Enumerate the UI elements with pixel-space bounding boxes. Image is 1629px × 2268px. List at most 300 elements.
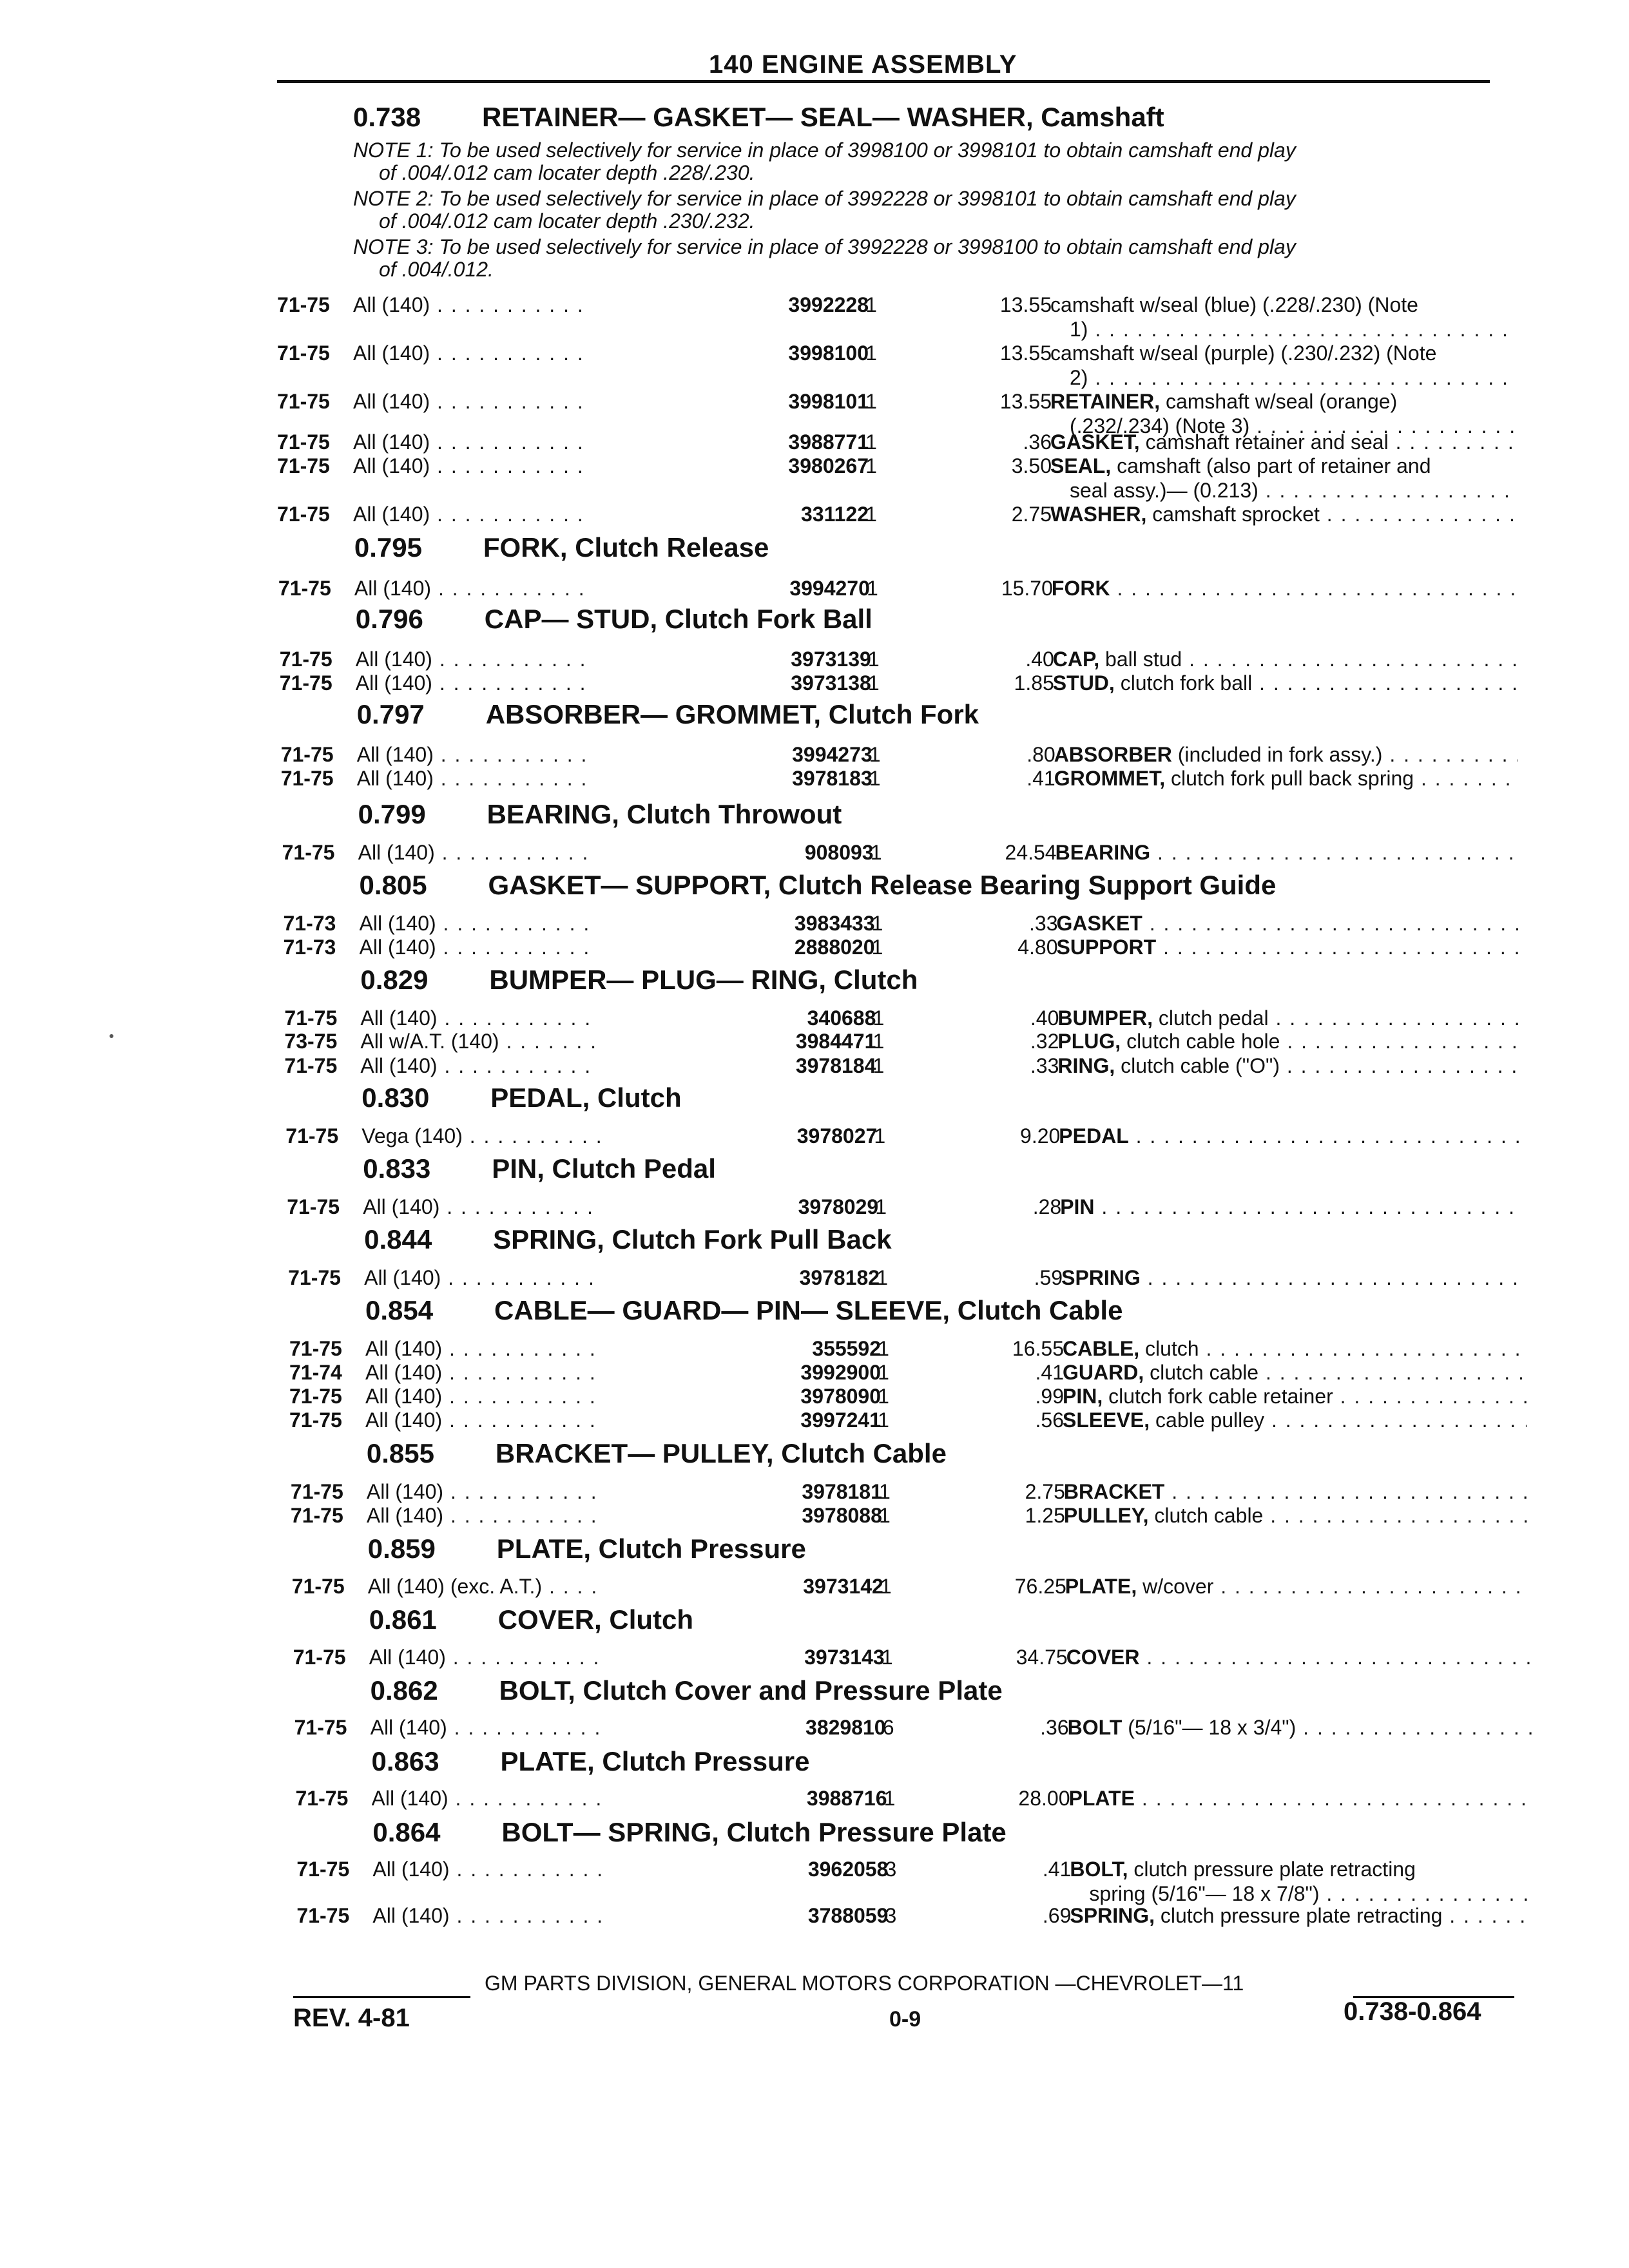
part-number: 3978029 (798, 1195, 879, 1218)
quantity: 1 (878, 1504, 891, 1527)
description-text: camshaft w/seal (purple) (.230/.232) (Note (1050, 341, 1437, 365)
list-price: 4.80 (1017, 936, 1058, 959)
model-years: 71-75 (285, 1124, 339, 1148)
group-number: 0.862 (370, 1675, 438, 1706)
description-keyword: SPRING (1061, 1266, 1141, 1289)
quantity: 1 (872, 1054, 885, 1077)
part-row (289, 1337, 1514, 1363)
group-title-text: BOLT— SPRING, Clutch Pressure Plate (501, 1817, 1007, 1847)
model-application: All (140) . . . (372, 1787, 610, 1811)
description-keyword: SEAL, (1050, 454, 1112, 477)
list-price: .40 (1030, 1006, 1059, 1030)
part-number: 3983433 (794, 912, 875, 935)
footer-group-range: 0.738-0.864 (1344, 1997, 1481, 2026)
group-title-text: SPRING, Clutch Fork Pull Back (493, 1224, 892, 1254)
part-description (1054, 743, 1518, 767)
footer-rule-left (293, 1996, 470, 1998)
description-keyword: CAP, (1052, 648, 1100, 671)
group-number: 0.797 (356, 699, 425, 729)
list-price: .99 (1035, 1385, 1064, 1408)
model-application: All (140) . . . (353, 293, 592, 317)
quantity: 1 (865, 390, 877, 413)
part-description (1057, 1030, 1521, 1053)
description-text: camshaft w/seal (blue) (.228/.230) (Note (1050, 293, 1418, 316)
part-number: 3998101 (788, 390, 869, 413)
description-text: camshaft w/seal (orange) (1160, 390, 1398, 413)
description-keyword: BEARING (1055, 841, 1151, 864)
group-heading (354, 532, 769, 563)
list-price: .36 (1023, 430, 1052, 454)
group-heading (371, 1675, 1003, 1706)
description-continuation: (.232/.234) (Note 3) . . . (1070, 414, 1514, 438)
model-years: 71-73 (283, 912, 336, 935)
quantity: 1 (878, 1337, 889, 1360)
quantity: 1 (865, 430, 877, 454)
model-years: 71-75 (282, 841, 335, 864)
quantity: 1 (875, 1195, 887, 1218)
list-price: .41 (1035, 1361, 1064, 1384)
part-number: 3994273 (792, 743, 872, 766)
page-header-title: 140 ENGINE ASSEMBLY (709, 50, 1017, 79)
group-heading (353, 102, 1164, 133)
service-note-line: NOTE 1: To be used selectively for service in place of 3998100 or 3998101 to obtain camshaft end play (353, 139, 1296, 162)
description-keyword: BRACKET (1063, 1480, 1165, 1503)
description-keyword: PIN (1060, 1195, 1095, 1218)
model-years: 71-75 (277, 503, 330, 526)
model-years: 71-75 (277, 390, 330, 413)
stray-mark (110, 1034, 113, 1038)
part-number: 3978184 (795, 1054, 876, 1077)
list-price: .36 (1040, 1716, 1069, 1739)
part-description (1064, 1504, 1528, 1528)
part-number: 3984471 (795, 1030, 876, 1053)
group-heading (360, 965, 918, 995)
model-years: 71-75 (293, 1646, 346, 1669)
service-note-line: of .004/.012 cam locater depth .228/.230. (379, 161, 755, 184)
group-title-text: BOLT, Clutch Cover and Pressure Plate (499, 1675, 1003, 1706)
description-text: ball stud (1099, 648, 1182, 671)
part-description (1061, 1266, 1525, 1290)
description-continuation: 2) . . . (1070, 366, 1514, 390)
quantity: 1 (881, 1646, 893, 1669)
model-years: 71-75 (279, 671, 333, 695)
part-description (1070, 1904, 1534, 1928)
model-application: All (140) . . . (357, 767, 595, 791)
group-heading (372, 1746, 810, 1777)
model-application: All (140) . . . (367, 1504, 605, 1528)
list-price: 76.25 (1014, 1575, 1066, 1598)
part-number: 340688 (807, 1006, 876, 1030)
group-title-text: BUMPER— PLUG— RING, Clutch (489, 965, 918, 995)
part-row (284, 936, 1508, 961)
part-description (1050, 293, 1514, 317)
model-years: 71-73 (283, 936, 336, 959)
list-price: 1.85 (1014, 671, 1054, 695)
group-title-text: BEARING, Clutch Throwout (487, 799, 842, 829)
description-keyword: GASKET (1056, 912, 1142, 935)
group-number: 0.796 (355, 604, 423, 634)
part-row (284, 1006, 1509, 1032)
group-number: 0.830 (361, 1082, 430, 1113)
group-heading (360, 870, 1277, 901)
description-text: clutch fork cable retainer (1103, 1385, 1333, 1408)
part-description (1057, 1006, 1521, 1030)
part-row (296, 1787, 1520, 1812)
part-description (1063, 1408, 1527, 1432)
part-description (1053, 671, 1517, 695)
quantity: 1 (878, 1408, 889, 1432)
model-application: All (140) . . . (371, 1716, 609, 1740)
part-number: 3978027 (796, 1124, 878, 1148)
model-years: 71-75 (290, 1504, 343, 1527)
part-number: 3973139 (791, 648, 871, 671)
model-application: All (140) . . . (357, 743, 595, 767)
part-description (1066, 1646, 1530, 1669)
description-continuation: 1) . . . (1070, 318, 1514, 341)
quantity: 1 (871, 912, 883, 935)
model-application: All (140) . . . (363, 1195, 601, 1219)
list-price: 13.55 (999, 293, 1052, 316)
part-number: 3829810 (805, 1716, 886, 1739)
description-text: camshaft retainer and seal (1139, 430, 1389, 454)
quantity: 1 (865, 293, 877, 316)
group-heading (368, 1533, 806, 1564)
model-years: 73-75 (284, 1030, 338, 1053)
list-price: .41 (1042, 1858, 1072, 1881)
model-application: All (140) . . . (360, 936, 598, 959)
model-years: 71-75 (291, 1575, 345, 1598)
group-title-text: CAP— STUD, Clutch Fork Ball (484, 604, 872, 634)
list-price: .33 (1029, 912, 1058, 935)
description-text: clutch cable hole (1121, 1030, 1280, 1053)
model-years: 71-75 (296, 1858, 350, 1881)
part-description (1050, 341, 1514, 365)
list-price: .69 (1042, 1904, 1072, 1927)
part-row (294, 1716, 1519, 1742)
quantity: 1 (883, 1787, 896, 1810)
part-number: 3978090 (800, 1385, 881, 1408)
description-keyword: RING, (1057, 1054, 1115, 1077)
description-text: clutch pressure plate retracting (1128, 1858, 1416, 1881)
group-number: 0.861 (369, 1604, 437, 1635)
footer-revision: REV. 4-81 (293, 2004, 410, 2032)
group-number: 0.854 (365, 1295, 434, 1325)
group-number: 0.795 (354, 532, 422, 562)
model-application: All (140) . . . (353, 390, 592, 414)
part-row (277, 454, 1501, 502)
part-number: 3988716 (806, 1787, 887, 1810)
list-price: 2.75 (1011, 503, 1052, 526)
part-description (1063, 1385, 1527, 1408)
list-price: .80 (1027, 743, 1055, 766)
header-rule (277, 80, 1490, 83)
description-keyword: BOLT (1067, 1716, 1123, 1739)
part-row (289, 1385, 1514, 1410)
quantity: 1 (880, 1575, 892, 1598)
description-keyword: PIN, (1063, 1385, 1103, 1408)
description-text: camshaft (also part of retainer and (1111, 454, 1431, 477)
group-number: 0.864 (372, 1817, 441, 1847)
part-description (1065, 1575, 1529, 1599)
group-number: 0.844 (364, 1224, 432, 1254)
model-application: All (140) . . . (356, 648, 594, 671)
model-years: 71-75 (277, 341, 330, 365)
description-keyword: SPRING, (1070, 1904, 1155, 1927)
part-number: 908093 (804, 841, 874, 864)
group-number: 0.738 (353, 102, 421, 132)
part-number: 3978182 (799, 1266, 880, 1289)
quantity: 3 (885, 1858, 897, 1881)
model-application: All (140) . . . (358, 841, 597, 865)
model-years: 71-75 (296, 1904, 350, 1927)
list-price: 34.75 (1016, 1646, 1068, 1669)
description-text: camshaft sprocket (1146, 503, 1320, 526)
part-description (1059, 1124, 1523, 1148)
group-heading (356, 604, 872, 635)
quantity: 1 (867, 671, 880, 695)
part-row (289, 1361, 1514, 1387)
description-keyword: RETAINER, (1050, 390, 1161, 413)
part-description (1063, 1337, 1527, 1361)
part-description (1069, 1787, 1533, 1811)
description-text: clutch (1139, 1337, 1199, 1360)
description-text: clutch pedal (1152, 1006, 1269, 1030)
quantity: 1 (869, 743, 881, 766)
part-row (288, 1266, 1512, 1292)
quantity: 1 (866, 577, 878, 600)
part-row (281, 743, 1505, 769)
list-price: .40 (1025, 648, 1054, 671)
list-price: 1.25 (1025, 1504, 1065, 1527)
part-number: 3962058 (807, 1858, 889, 1881)
part-description (1070, 1858, 1534, 1881)
part-description (1050, 430, 1514, 454)
quantity: 1 (867, 648, 880, 671)
quantity: 1 (872, 1030, 885, 1053)
description-text: clutch cable (1148, 1504, 1264, 1527)
description-keyword: COVER (1066, 1646, 1140, 1669)
list-price: .59 (1034, 1266, 1063, 1289)
part-row (296, 1858, 1521, 1905)
list-price: .56 (1035, 1408, 1064, 1432)
group-title-text: COVER, Clutch (497, 1604, 694, 1635)
part-number: 355592 (812, 1337, 881, 1360)
list-price: 3.50 (1011, 454, 1052, 477)
model-application: All (140) . . . (360, 912, 598, 936)
quantity: 1 (878, 1385, 889, 1408)
part-row (277, 430, 1501, 456)
part-number: 3988771 (788, 430, 869, 454)
model-application: All (140) . . . (369, 1646, 608, 1669)
description-keyword: GROMMET, (1054, 767, 1166, 790)
part-row (289, 1408, 1514, 1434)
model-years: 71-75 (279, 648, 333, 671)
model-years: 71-75 (294, 1716, 347, 1739)
model-years: 71-75 (277, 430, 330, 454)
model-application: All (140) . . . (364, 1266, 602, 1290)
quantity: 1 (865, 454, 877, 477)
model-application: All (140) . . . (365, 1385, 604, 1408)
group-heading (365, 1295, 1123, 1326)
quantity: 1 (871, 936, 883, 959)
part-description (1053, 648, 1517, 671)
description-text: clutch fork pull back spring (1165, 767, 1414, 790)
model-years: 71-75 (288, 1266, 341, 1289)
quantity: 1 (878, 1480, 891, 1503)
description-keyword: BOLT, (1070, 1858, 1128, 1881)
model-years: 71-75 (280, 743, 334, 766)
description-text: clutch cable ("O") (1115, 1054, 1280, 1077)
group-title-text: GASKET— SUPPORT, Clutch Release Bearing Support Guide (488, 870, 1277, 900)
quantity: 1 (870, 841, 882, 864)
model-application: All (140) . . . (353, 503, 592, 526)
part-row (291, 1504, 1515, 1530)
group-heading (372, 1817, 1006, 1848)
part-number: 3973143 (804, 1646, 885, 1669)
quantity: 1 (869, 767, 881, 790)
part-row (284, 912, 1508, 937)
description-text: clutch fork ball (1114, 671, 1253, 695)
group-title-text: CABLE— GUARD— PIN— SLEEVE, Clutch Cable (494, 1295, 1123, 1325)
footer-page-number: 0-9 (889, 2007, 921, 2032)
part-description (1060, 1195, 1524, 1219)
part-number: 3994270 (789, 577, 870, 600)
description-keyword: BUMPER, (1057, 1006, 1153, 1030)
part-row (296, 1904, 1521, 1930)
group-heading (369, 1604, 693, 1635)
quantity: 1 (872, 1006, 885, 1030)
part-description (1050, 454, 1514, 478)
part-row (284, 1030, 1509, 1055)
part-description (1052, 577, 1516, 601)
model-application: All (140) . . . (353, 341, 592, 365)
service-note-line: NOTE 3: To be used selectively for service in place of 3992228 or 3998100 to obtain camshaft end play (353, 235, 1296, 258)
part-row (280, 648, 1504, 673)
part-description (1050, 390, 1514, 414)
footer-organization: GM PARTS DIVISION, GENERAL MOTORS CORPORATION —CHEVROLET—11 (485, 1972, 1244, 1995)
description-keyword: PEDAL (1059, 1124, 1129, 1148)
description-keyword: ABSORBER (1054, 743, 1172, 766)
description-keyword: GASKET, (1050, 430, 1140, 454)
quantity: 1 (865, 503, 877, 526)
part-row (277, 341, 1501, 389)
group-heading (358, 799, 842, 830)
part-number: 331122 (800, 503, 869, 526)
part-row (287, 1195, 1511, 1221)
part-row (291, 1480, 1515, 1506)
part-number: 2888020 (794, 936, 875, 959)
group-number: 0.799 (358, 799, 426, 829)
description-continuation: seal assy.)— (0.213) . . . (1070, 479, 1514, 503)
list-price: 13.55 (999, 390, 1052, 413)
description-continuation: spring (5/16"— 18 x 7/8") . . . (1089, 1882, 1534, 1906)
group-title-text: PIN, Clutch Pedal (492, 1153, 716, 1184)
model-application: All (140) . . . (365, 1337, 604, 1361)
part-row (280, 671, 1504, 697)
description-keyword: SUPPORT (1056, 936, 1157, 959)
group-number: 0.859 (367, 1533, 436, 1564)
part-row (285, 1124, 1510, 1150)
part-row (277, 390, 1501, 437)
model-years: 71-75 (277, 293, 330, 316)
group-title-text: PEDAL, Clutch (490, 1082, 682, 1113)
service-note-line: of .004/.012. (379, 258, 494, 281)
model-years: 71-75 (280, 767, 334, 790)
model-application: All (140) (exc. A.T.) . . . (368, 1575, 606, 1599)
model-years: 71-75 (287, 1195, 340, 1218)
list-price: 16.55 (1012, 1337, 1064, 1360)
group-heading (363, 1153, 716, 1184)
part-number: 3973138 (791, 671, 871, 695)
quantity: 1 (878, 1361, 889, 1384)
model-application: Vega (140) . . . (361, 1124, 600, 1148)
quantity: 1 (865, 341, 877, 365)
part-row (284, 1054, 1509, 1080)
model-years: 71-75 (284, 1054, 338, 1077)
part-number: 3992900 (800, 1361, 881, 1384)
part-row (278, 577, 1503, 602)
group-heading (357, 699, 979, 730)
model-application: All (140) . . . (353, 430, 592, 454)
model-years: 71-74 (289, 1361, 342, 1384)
part-number: 3980267 (788, 454, 869, 477)
quantity: 6 (882, 1716, 894, 1739)
part-description (1063, 1361, 1527, 1385)
description-text: clutch cable (1144, 1361, 1259, 1384)
description-keyword: GUARD, (1063, 1361, 1144, 1384)
group-heading (367, 1438, 947, 1469)
list-price: .28 (1032, 1195, 1062, 1218)
list-price: .32 (1030, 1030, 1059, 1053)
group-title-text: PLATE, Clutch Pressure (496, 1533, 806, 1564)
model-years: 71-75 (278, 577, 331, 600)
group-number: 0.805 (359, 870, 427, 900)
list-price: 2.75 (1025, 1480, 1065, 1503)
part-row (292, 1575, 1516, 1600)
group-title-text: BRACKET— PULLEY, Clutch Cable (495, 1438, 947, 1468)
description-keyword: PLATE (1068, 1787, 1135, 1810)
model-years: 71-75 (290, 1480, 343, 1503)
part-number: 3978183 (792, 767, 872, 790)
group-number: 0.863 (371, 1746, 439, 1776)
list-price: 9.20 (1020, 1124, 1061, 1148)
description-keyword: PULLEY, (1063, 1504, 1149, 1527)
group-number: 0.833 (363, 1153, 431, 1184)
model-application: All w/A.T. (140) . . . (360, 1030, 599, 1053)
part-row (277, 293, 1501, 341)
part-description (1057, 912, 1521, 936)
description-text: clutch pressure plate retracting (1154, 1904, 1443, 1927)
part-description (1068, 1716, 1532, 1740)
model-application: All (140) . . . (365, 1408, 604, 1432)
group-title-text: PLATE, Clutch Pressure (500, 1746, 810, 1776)
part-row (277, 503, 1501, 528)
part-number: 3978088 (802, 1504, 882, 1527)
group-number: 0.855 (366, 1438, 434, 1468)
part-row (281, 767, 1505, 793)
description-keyword: PLUG, (1057, 1030, 1121, 1053)
part-description (1057, 936, 1521, 959)
group-title-text: ABSORBER— GROMMET, Clutch Fork (485, 699, 979, 729)
group-title-text: RETAINER— GASKET— SEAL— WASHER, Camshaft (482, 102, 1164, 132)
list-price: 13.55 (999, 341, 1052, 365)
list-price: 15.70 (1001, 577, 1053, 600)
group-heading (364, 1224, 891, 1255)
model-years: 71-75 (277, 454, 330, 477)
description-keyword: WASHER, (1050, 503, 1147, 526)
part-description (1057, 1054, 1521, 1078)
description-keyword: PLATE, (1065, 1575, 1137, 1598)
